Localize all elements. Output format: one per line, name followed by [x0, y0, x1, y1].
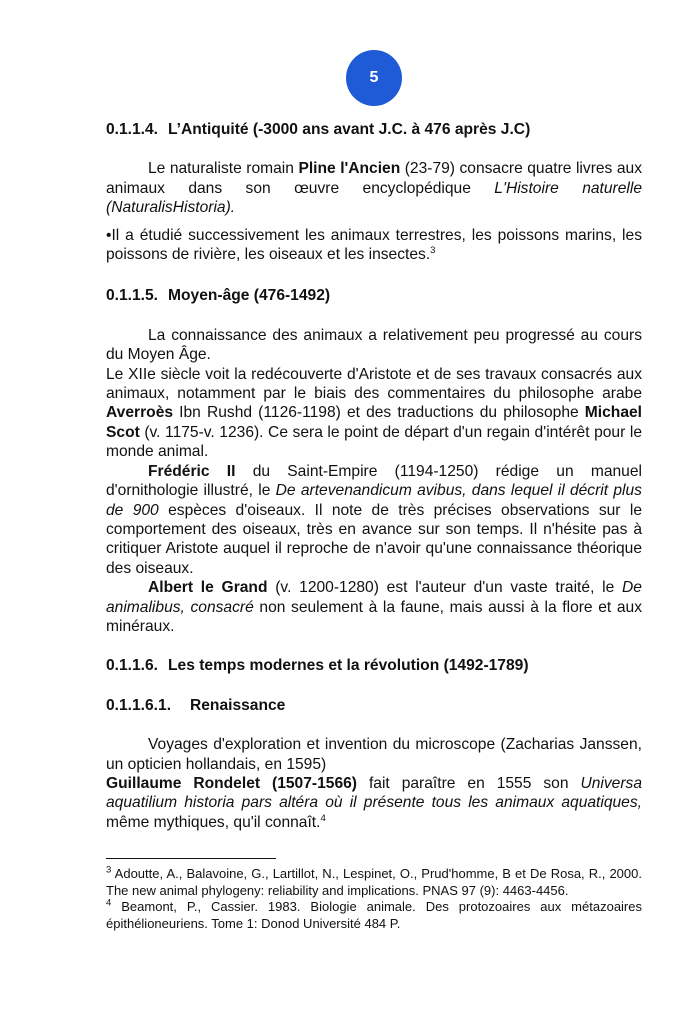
book-title: Universa aquatilium historia pars altéra où il présente tous les animaux aquatiques,: [106, 774, 643, 812]
paragraph-albert: [106, 578, 642, 636]
paragraph-frederic: [106, 462, 642, 578]
heading-title: Moyen-âge (476-1492): [168, 287, 331, 305]
paragraph-voyages: Voyages d'exploration et invention du microscope (Zacharias Janssen, un opticien hollandais, en 1595): [106, 736, 642, 773]
footnote-3: [106, 866, 642, 899]
person-name: Michael Scot: [106, 404, 642, 441]
footnote-4: [106, 899, 642, 932]
heading-moyen-age: [106, 286, 642, 305]
text-run: (23-79) consacre quatre livres aux animaux dans son œuvre encyclopédique: [106, 160, 642, 197]
paragraph-moyen-age-intro: La connaissance des animaux a relativement peu progressé au cours du Moyen Âge.: [106, 326, 642, 364]
page-number-badge: 5: [346, 50, 402, 106]
footnote-separator: [106, 858, 276, 859]
text-run: (v. 1200-1280) est l'auteur d'un vaste traité, le: [267, 579, 623, 597]
heading-number: 0.1.1.6.1.: [106, 696, 172, 714]
text-run: du Saint-Empire (1194-1250) rédige un manuel d'ornithologie illustré, le: [106, 462, 642, 500]
footnotes: [106, 866, 642, 932]
person-name: Frédéric II: [148, 462, 236, 480]
paragraph-aristote: [106, 365, 642, 462]
heading-renaissance: [106, 696, 642, 715]
document-body: [106, 120, 642, 832]
paragraph-rondelet: [106, 774, 642, 832]
text-run: même mythiques, qu'il connaît.: [106, 813, 321, 831]
heading-title: L’Antiquité (-3000 ans avant J.C. à 476 après J.C): [168, 121, 531, 138]
footnote-ref[interactable]: 3: [430, 244, 436, 256]
text-run: espèces d'oiseaux. Il note de très précises observations sur le comportement des oiseaux, très en avance sur son temps. Il n'hésite pas à critiquer Aristote auquel il reproche de n'avoir qu'une connaissance théorique des oiseaux.: [106, 501, 642, 577]
text-run: Le XIIe siècle voit la redécouverte d'Aristote et de ses travaux consacrés aux animaux, notamment par le biais des commentaires du philosophe arabe: [106, 365, 642, 403]
heading-temps-modernes: [106, 656, 642, 675]
book-title: L'Histoire naturelle (NaturalisHistoria).: [106, 179, 643, 217]
book-title: De animalibus, consacré: [106, 579, 642, 616]
heading-antiquite: [106, 120, 642, 139]
paragraph-pline: [106, 159, 642, 217]
footnote-number: 3: [106, 864, 112, 876]
person-name: Guillaume Rondelet (1507-1566): [106, 774, 357, 792]
book-title: De artevenandicum avibus, dans lequel il décrit plus de 900: [106, 482, 642, 519]
text-run: Ibn Rushd (1126-1198) et des traductions du philosophe: [173, 404, 585, 422]
text-run: fait paraître en 1555 son: [356, 774, 581, 792]
text-run: non seulement à la faune, mais aussi à la flore et aux minéraux.: [106, 598, 642, 635]
heading-title: Les temps modernes et la révolution (1492-1789): [168, 657, 529, 675]
footnote-number: 4: [106, 897, 112, 909]
footnote-text: Beamont, P., Cassier. 1983. Biologie animale. Des protozoaires aux métazoaires épithélioneuriens. Tome 1: Donod Université 484 P.: [106, 899, 642, 931]
paragraph-pline-bullet: [106, 226, 642, 265]
heading-number: 0.1.1.6.: [106, 657, 159, 675]
text-run: •Il a étudié successivement les animaux terrestres, les poissons marins, les poissons de rivière, les oiseaux et les insectes.: [106, 226, 642, 264]
person-name: Pline l'Ancien: [298, 160, 401, 178]
footnote-text: Adoutte, A., Balavoine, G., Lartillot, N., Lespinet, O., Prud'homme, B et De Rosa, R., 2000. The new animal phylogeny: reliability and implications. PNAS 97 (9): 4463-4456.: [106, 866, 642, 898]
footnote-ref[interactable]: 4: [320, 812, 326, 824]
person-name: Albert le Grand: [148, 579, 268, 597]
heading-number: 0.1.1.4.: [106, 121, 159, 138]
text-run: (v. 1175-v. 1236). Ce sera le point de départ d'un regain d'intérêt pour le monde animal.: [106, 423, 642, 461]
text-run: Le naturaliste romain: [148, 160, 299, 178]
heading-title: Renaissance: [190, 696, 286, 714]
person-name: Averroès: [106, 404, 174, 422]
heading-number: 0.1.1.5.: [106, 287, 159, 305]
